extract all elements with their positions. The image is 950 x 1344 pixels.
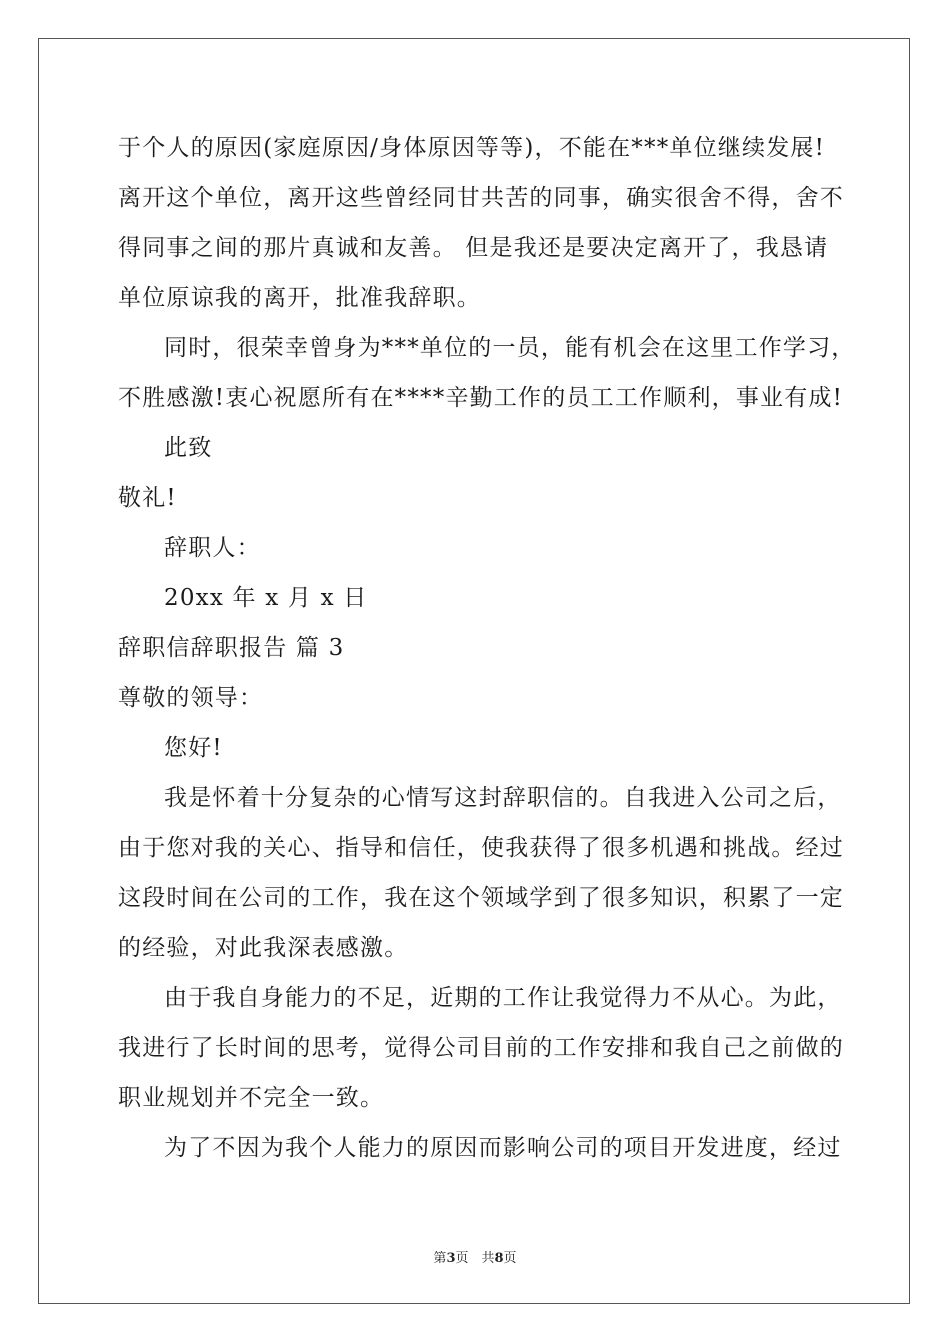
page-prefix: 第 [433, 1251, 447, 1266]
page-mid: 页 共 [455, 1251, 495, 1266]
text-line: 由于您对我的关心、指导和信任，使我获得了很多机遇和挑战。经过 [118, 835, 844, 861]
page-border [38, 38, 910, 1304]
text-line: 不胜感激!衷心祝愿所有在****辛勤工作的员工工作顺利，事业有成! [118, 385, 844, 411]
text-line: 得同事之间的那片真诚和友善。 但是我还是要决定离开了，我恳请 [118, 235, 829, 261]
text-line: 职业规划并不完全一致。 [118, 1085, 385, 1111]
text-line: 我是怀着十分复杂的心情写这封辞职信的。自我进入公司之后， [164, 785, 842, 811]
text-line: 我进行了长时间的思考，觉得公司目前的工作安排和我自己之前做的 [118, 1035, 844, 1061]
greeting-hello: 您好! [164, 735, 223, 761]
text-line: 离开这个单位，离开这些曾经同甘共苦的同事，确实很舍不得，舍不 [118, 185, 844, 211]
page-suffix: 页 [503, 1251, 517, 1266]
closing-phrase: 此致 [164, 435, 213, 461]
salutation-closing: 敬礼! [118, 485, 177, 511]
date-line: 20xx 年 x 月 x 日 [164, 585, 368, 611]
text-line: 由于我自身能力的不足，近期的工作让我觉得力不从心。为此， [164, 985, 842, 1011]
page-footer [0, 1247, 950, 1266]
text-line: 于个人的原因(家庭原因/身体原因等等)，不能在***单位继续发展! [118, 135, 826, 161]
text-line: 这段时间在公司的工作，我在这个领域学到了很多知识，积累了一定 [118, 885, 844, 911]
text-line: 的经验，对此我深表感激。 [118, 935, 409, 961]
page-total: 8 [494, 1251, 504, 1266]
text-line: 为了不因为我个人能力的原因而影响公司的项目开发进度，经过 [164, 1135, 842, 1161]
section-title: 辞职信辞职报告 篇 3 [118, 635, 345, 661]
text-line: 同时，很荣幸曾身为***单位的一员，能有机会在这里工作学习， [164, 335, 856, 361]
page-current: 3 [446, 1251, 456, 1266]
signer-label: 辞职人： [164, 535, 261, 561]
text-line: 单位原谅我的离开，批准我辞职。 [118, 285, 481, 311]
greeting: 尊敬的领导： [118, 685, 264, 711]
